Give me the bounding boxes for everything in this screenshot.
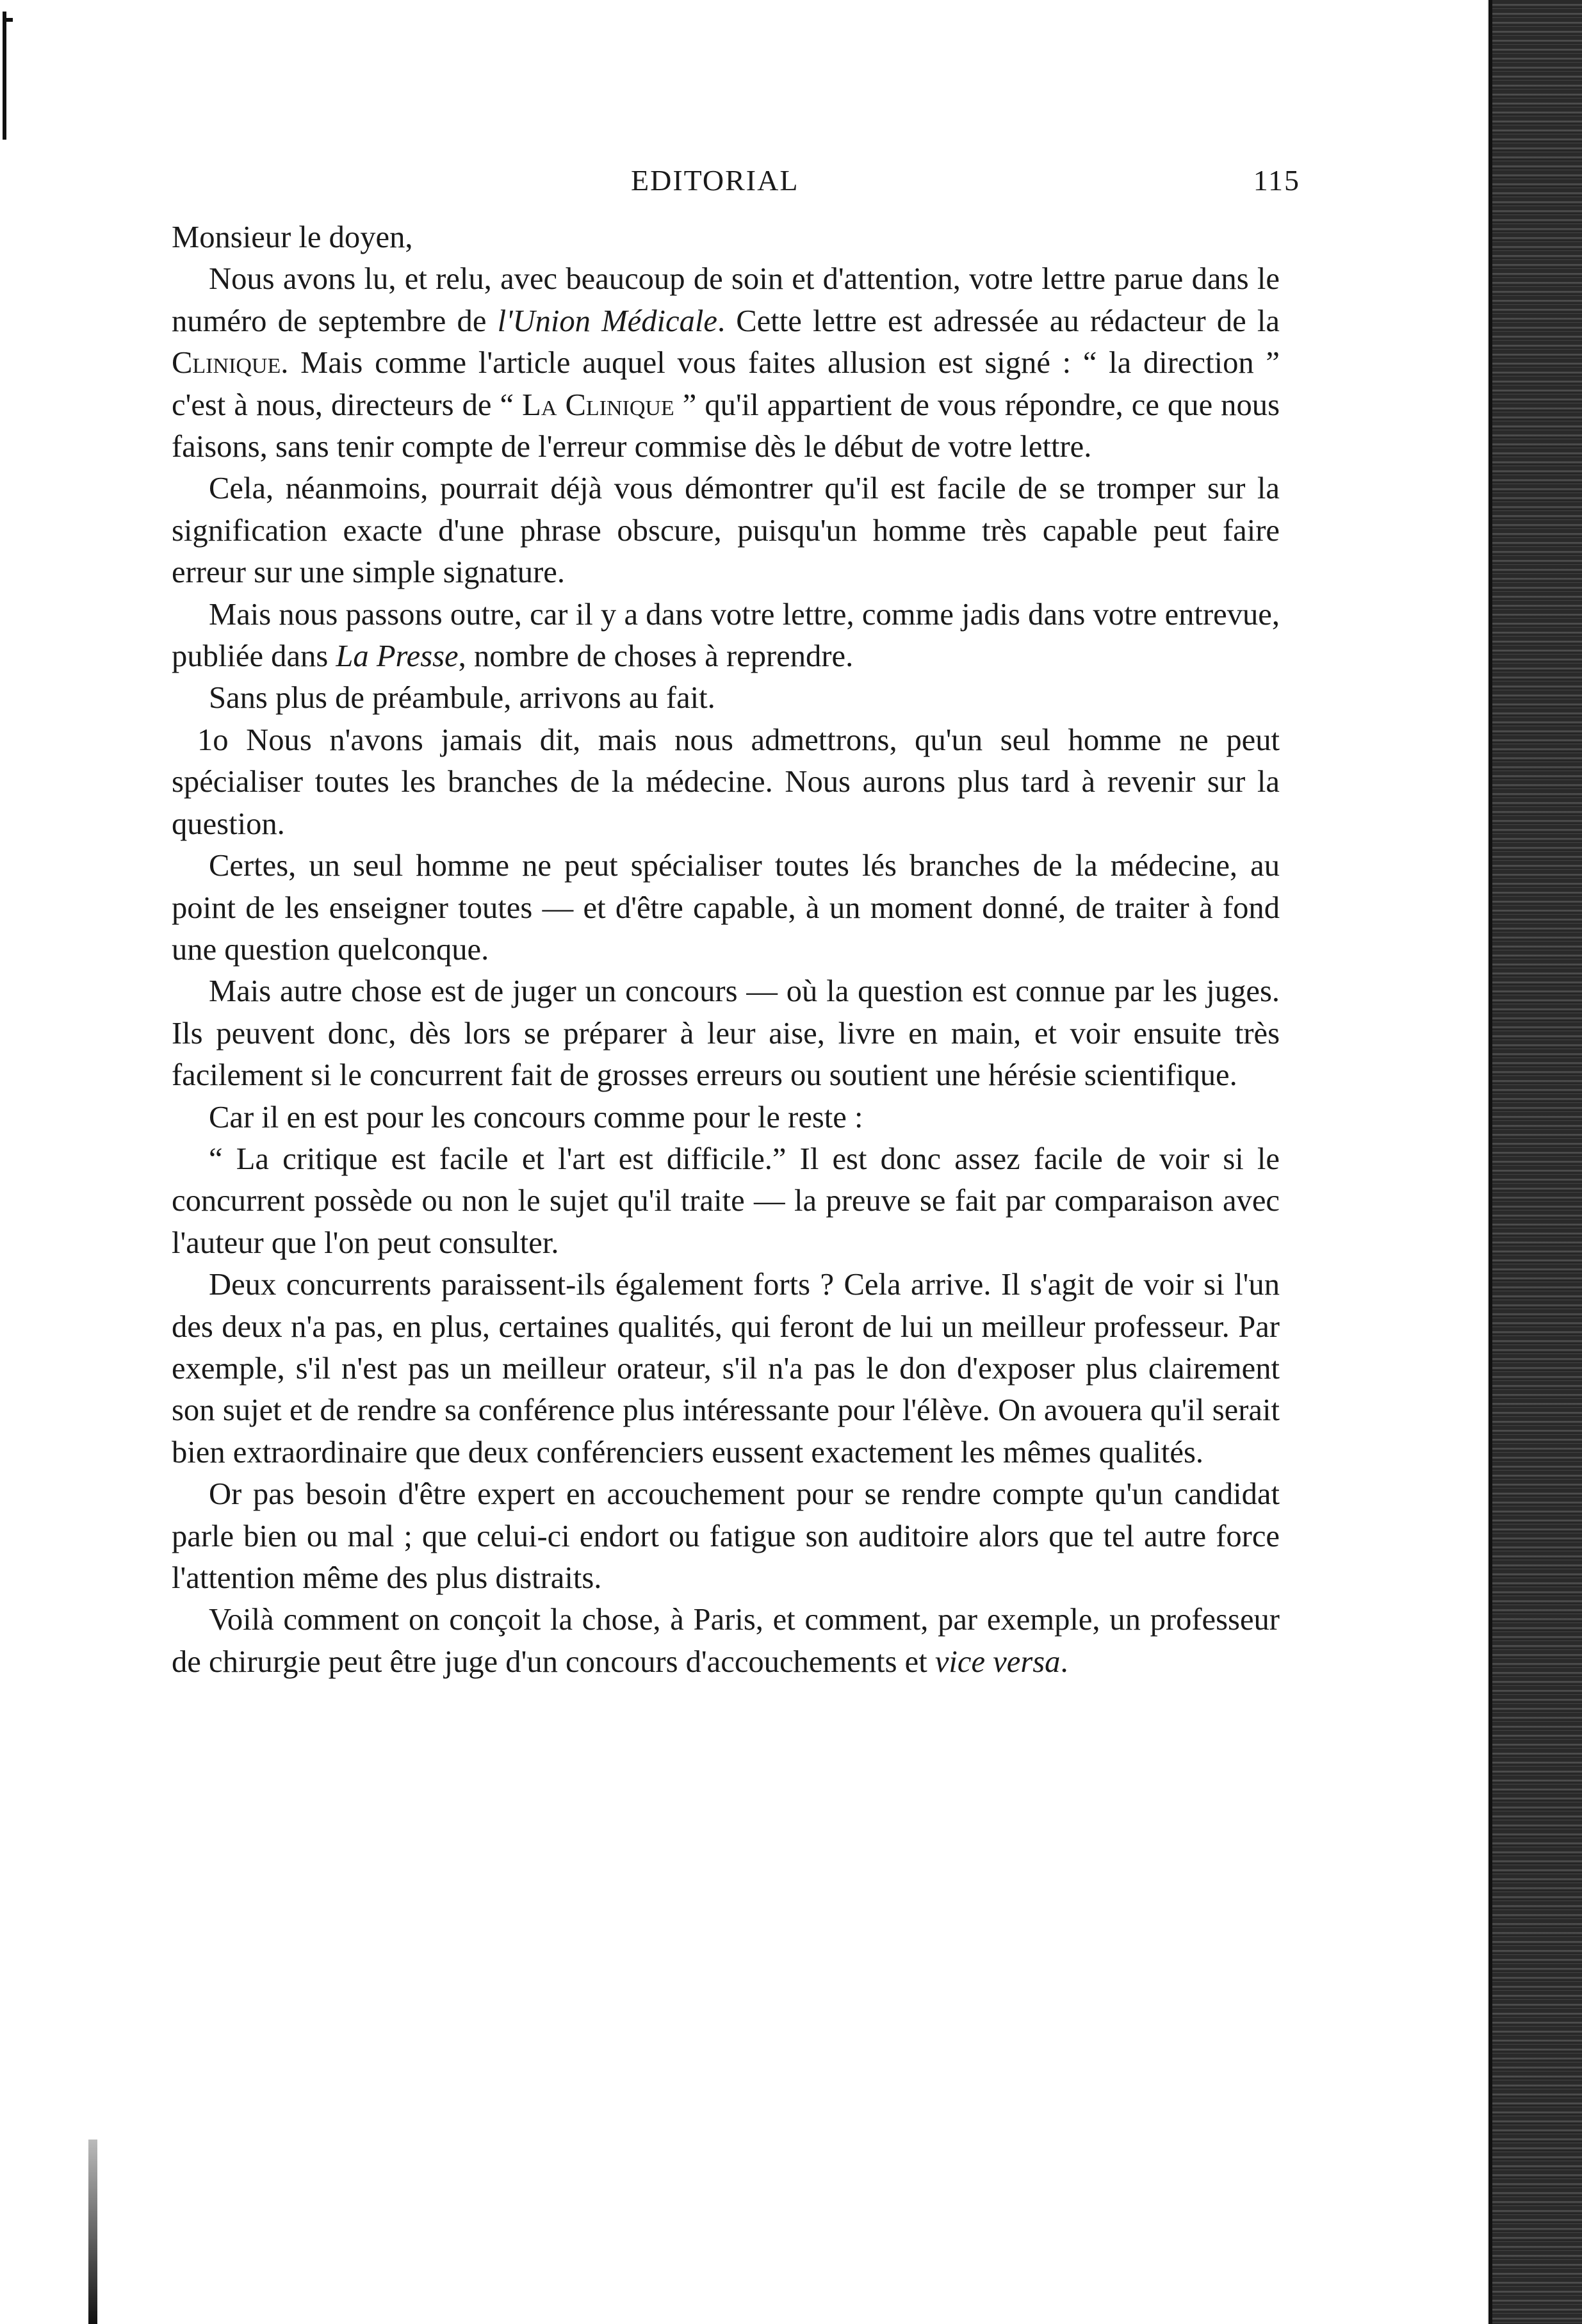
paragraph-4: Sans plus de préambule, arrivons au fait. xyxy=(209,680,715,716)
journal-name: La Clinique xyxy=(522,387,674,422)
bottom-left-binding-mark xyxy=(88,2140,97,2324)
paragraph-10: Deux concurrents paraissent-ils également forts ? Cela arrive. Il s'agit de voir si l'un des deux n'a pas, en plus, certaines qualités, qui feront de lui un meilleur professeur. Par exemple, s'il n'est pas un meilleur orateur, s'il n'a pas le don d'exposer plus clairement son sujet et de rendre sa conférence plus intéressante pour l'élève. On avouera qu'il serait bien extraordinaire que deux conférenciers eussent exactement les mêmes qualités. xyxy=(172,1267,1280,1469)
paragraph-2: Cela, néanmoins, pourrait déjà vous démontrer qu'il est facile de se tromper sur la signification exacte d'une phrase obscure, puisqu'un homme très capable peut faire erreur sur une simple signature. xyxy=(172,471,1280,590)
page-number: 115 xyxy=(1253,164,1300,197)
paragraph-12: Voilà comment on conçoit la chose, à Paris, et comment, par exemple, un professeur de chirurgie peut être juge d'un concours d'accouchements et vice versa. xyxy=(172,1602,1280,1679)
left-edge-tick xyxy=(3,18,13,22)
running-title: EDITORIAL xyxy=(631,164,799,197)
journal-name: Clinique xyxy=(172,345,281,381)
latin-phrase: vice versa xyxy=(934,1644,1061,1679)
paragraph-1: Nous avons lu, et relu, avec beaucoup de soin et d'attention, votre lettre parue dans le numéro de septembre de l'Union Médicale. Cette lettre est adressée au rédacteur de la Clinique. Mais comme l'article auquel vous faites allusion est signé : “ la direction ” c'est à nous, directeurs de “ La Clinique ” qu'il appartient de vous répondre, ce que nous faisons, sans tenir compte de l'erreur commise dès le début de votre lettre. xyxy=(172,261,1280,464)
journal-name: La Presse xyxy=(336,639,459,674)
page-header xyxy=(173,163,1300,202)
paragraph-11: Or pas besoin d'être expert en accouchement pour se rendre compte qu'un candidat parle bien ou mal ; que celui-ci endort ou fatigue son auditoire alors que tel autre force l'attention même des plus distraits. xyxy=(172,1477,1280,1595)
paragraph-7: Mais autre chose est de juger un concours — où la question est connue par les juges. Ils peuvent donc, dès lors se préparer à leur aise, livre en main, et voir ensuite très facilement si le concurrent fait de grosses erreurs ou soutient une hérésie scientifique. xyxy=(172,974,1280,1093)
salutation: Monsieur le doyen, xyxy=(172,220,413,254)
left-edge-mark xyxy=(3,12,6,140)
editorial-body xyxy=(172,217,1280,1683)
paragraph-6: Certes, un seul homme ne peut spécialiser toutes lés branches de la médecine, au point de les enseigner toutes — et d'être capable, à un moment donné, de traiter à fond une question quelconque. xyxy=(172,848,1280,967)
paragraph-8: Car il en est pour les concours comme pour le reste : xyxy=(209,1099,863,1134)
paragraph-5: 1o Nous n'avons jamais dit, mais nous admettrons, qu'un seul homme ne peut spécialiser toutes les branches de la médecine. Nous aurons plus tard à revenir sur la question. xyxy=(172,722,1280,841)
journal-name: l'Union Médicale xyxy=(497,303,717,338)
book-binding-edge xyxy=(1488,0,1582,2324)
paragraph-3: Mais nous passons outre, car il y a dans votre lettre, comme jadis dans votre entrevue, publiée dans La Presse, nombre de choses à reprendre. xyxy=(172,596,1280,674)
paragraph-9: “ La critique est facile et l'art est difficile.” Il est donc assez facile de voir si le concurrent possède ou non le sujet qu'il traite — la preuve se fait par comparaison avec l'auteur que l'on peut consulter. xyxy=(172,1141,1280,1260)
